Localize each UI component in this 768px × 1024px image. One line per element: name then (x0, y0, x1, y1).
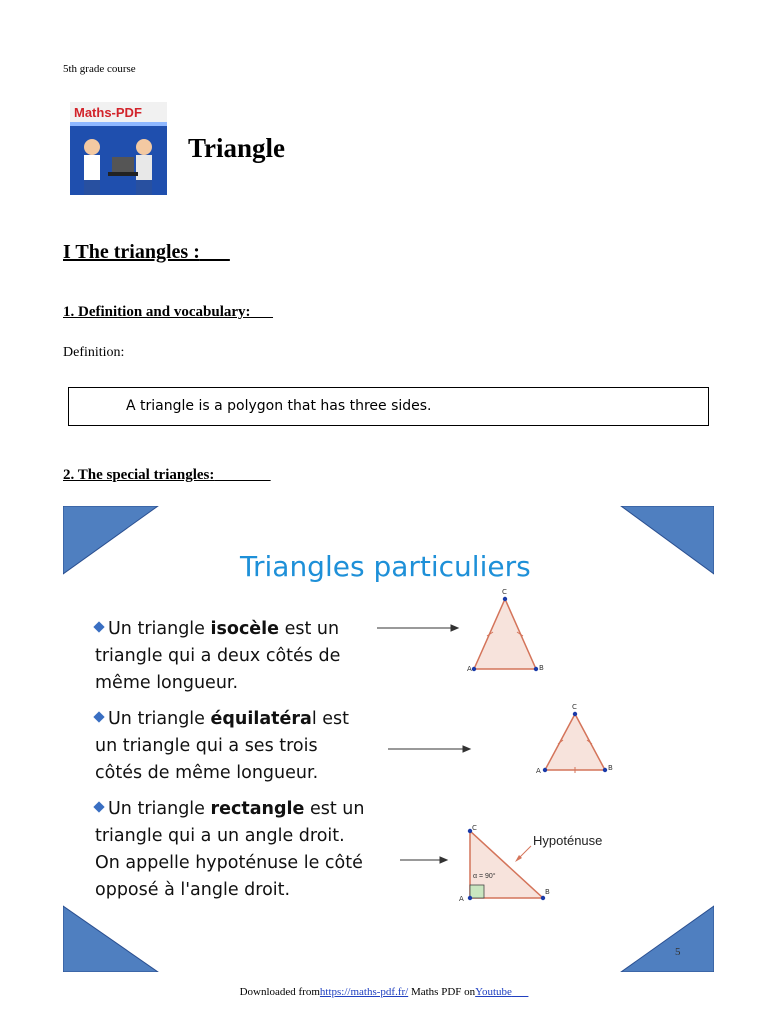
page-title: Triangle (188, 133, 285, 163)
vertex-label-a-right: A (459, 895, 464, 903)
special-triangles-slide (63, 506, 714, 972)
hypotenuse-label: Hypoténuse (533, 833, 603, 848)
list-item-isosceles: Un triangle isocèle est un triangle qui a deux côtés de même longueur. (95, 619, 341, 693)
corner-triangle-top-left (63, 506, 158, 574)
section-heading-triangles: I The triangles : (63, 241, 200, 263)
corner-triangle-bottom-right (621, 906, 714, 972)
course-label: 5th grade course (63, 63, 136, 75)
youtube-link-underline[interactable] (512, 986, 529, 998)
logo-text: Maths-PDF (74, 105, 142, 120)
definition-label: Definition: (63, 345, 125, 360)
maths-pdf-link[interactable]: https://maths-pdf.fr/ (319, 986, 409, 998)
vertex-label-c-isosceles: C (502, 588, 507, 596)
vertex-label-c-right: C (472, 824, 477, 832)
bullet-icon (93, 621, 104, 632)
footer: Downloaded fromhttps://maths-pdf.fr/ Maths PDF onYoutube (0, 986, 768, 998)
maths-pdf-logo (70, 102, 167, 195)
arrow-right (400, 857, 447, 863)
list-item-right: Un triangle rectangle est un triangle qui a un angle droit. On appelle hypoténuse le côté opposé à l'angle droit. (95, 799, 365, 900)
corner-triangle-bottom-left (63, 906, 158, 972)
isosceles-triangle-figure (472, 597, 538, 671)
arrow-isosceles (377, 625, 458, 631)
vertex-label-c-equilateral: C (572, 703, 577, 711)
right-angle-label: α = 90° (473, 873, 496, 880)
vertex-label-a-equilateral: A (536, 767, 541, 775)
bullet-icon (93, 801, 104, 812)
subsection-heading-special-triangles: 2. The special triangles: (63, 467, 215, 483)
slide-title: Triangles particuliers (240, 550, 531, 583)
arrow-equilateral (388, 746, 470, 752)
definition-box (68, 387, 709, 426)
subsection-heading-definition: 1. Definition and vocabulary: (63, 304, 251, 320)
vertex-label-a-isosceles: A (467, 665, 472, 673)
equilateral-triangle-figure (543, 712, 607, 773)
bullet-icon (93, 711, 104, 722)
vertex-label-b-equilateral: B (608, 764, 613, 772)
page-number: 5 (675, 946, 681, 958)
vertex-label-b-isosceles: B (539, 664, 544, 672)
definition-text: A triangle is a polygon that has three sides. (126, 398, 432, 414)
youtube-link[interactable]: Youtube (475, 986, 512, 998)
corner-triangle-top-right (621, 506, 714, 574)
vertex-label-b-right: B (545, 888, 550, 896)
list-item-equilateral: Un triangle équilatéral est un triangle qui a ses trois côtés de même longueur. (95, 709, 350, 783)
